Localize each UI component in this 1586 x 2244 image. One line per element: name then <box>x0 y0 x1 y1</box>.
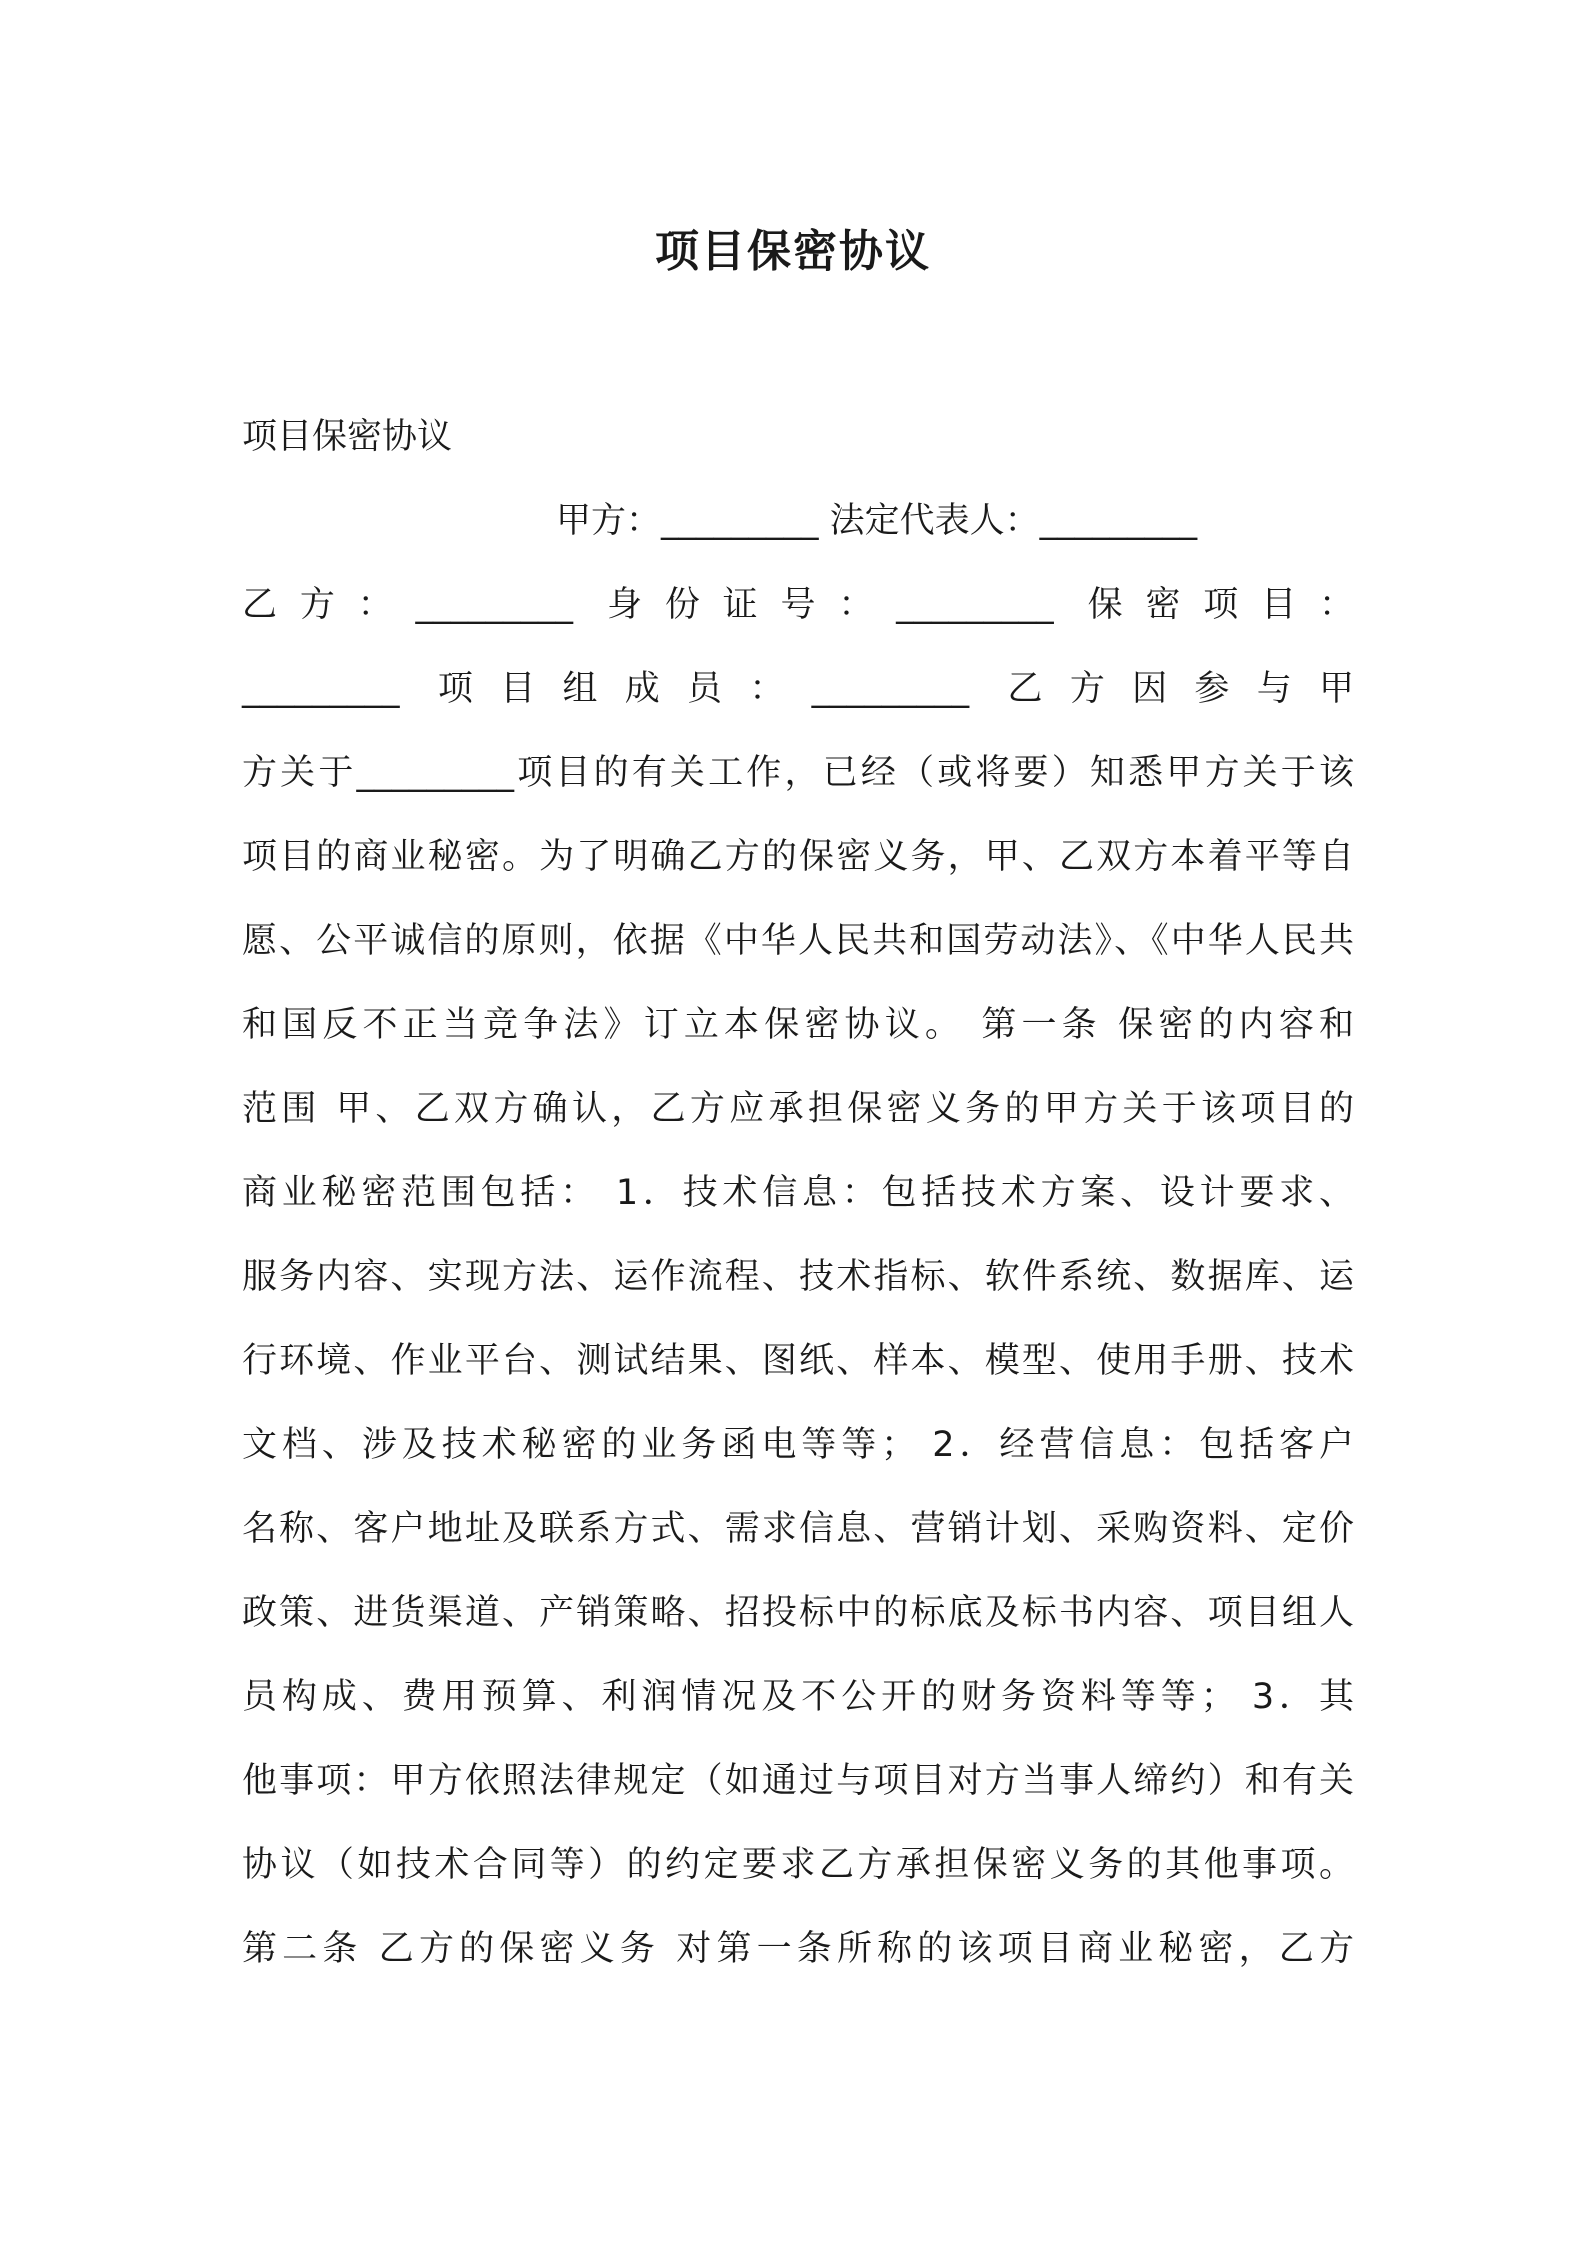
document-title: 项目保密协议 <box>655 226 931 277</box>
body-line: 第二条 乙方的保密义务 对第一条所称的该项目商业秘密，乙方 <box>242 1929 1354 1969</box>
body-line: 和国反不正当竞争法》订立本保密协议。 第一条 保密的内容和 <box>242 1005 1354 1045</box>
body-line: 员构成、费用预算、利润情况及不公开的财务资料等等； 3．其 <box>242 1677 1354 1717</box>
doc-subtitle-line: 项目保密协议 <box>242 417 453 457</box>
body-line: 政策、进货渠道、产销策略、招投标中的标底及标书内容、项目组人 <box>242 1593 1354 1633</box>
body-line: 服务内容、实现方法、运作流程、技术指标、软件系统、数据库、运 <box>242 1257 1354 1297</box>
body-line: 项目的商业秘密。为了明确乙方的保密义务，甲、乙双方本着平等自 <box>242 837 1354 877</box>
body-line: 范围 甲、乙双方确认，乙方应承担保密义务的甲方关于该项目的 <box>242 1089 1354 1129</box>
project-members-line: _________ 项目组成员：_________ 乙方因参与甲 <box>242 669 1354 709</box>
body-line: 方关于_________项目的有关工作，已经（或将要）知悉甲方关于该 <box>242 753 1354 793</box>
body-line: 文档、涉及技术秘密的业务函电等等； 2．经营信息：包括客户 <box>242 1425 1354 1465</box>
body-line: 商业秘密范围包括： 1．技术信息：包括技术方案、设计要求、 <box>242 1173 1354 1213</box>
body-line: 他事项：甲方依照法律规定（如通过与项目对方当事人缔约）和有关 <box>242 1761 1354 1801</box>
body-line: 愿、公平诚信的原则，依据《中华人民共和国劳动法》、《中华人民共 <box>242 921 1354 961</box>
party-b-line: 乙方：_________ 身份证号：_________ 保密项目： <box>242 585 1354 625</box>
body-line: 行环境、作业平台、测试结果、图纸、样本、模型、使用手册、技术 <box>242 1341 1354 1381</box>
body-line: 名称、客户地址及联系方式、需求信息、营销计划、采购资料、定价 <box>242 1509 1354 1549</box>
body-line: 协议（如技术合同等）的约定要求乙方承担保密义务的其他事项。 <box>242 1845 1354 1885</box>
party-a-line: 甲方：_________ 法定代表人：_________ <box>556 501 1198 541</box>
